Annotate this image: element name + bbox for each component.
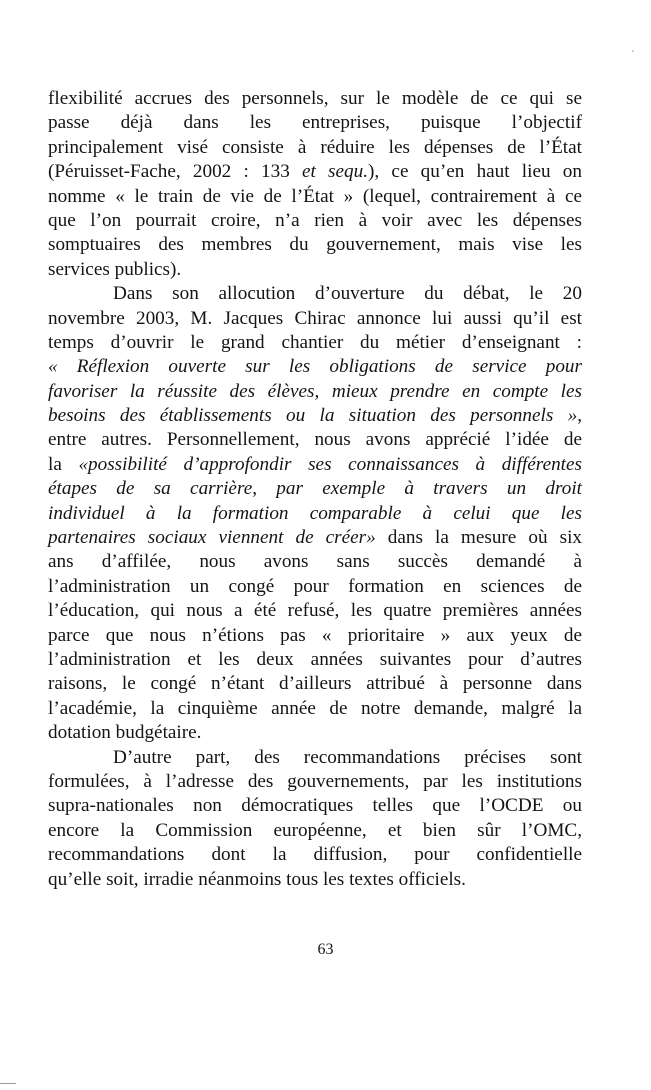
quote-line: partenaires sociaux viennent de créer» dans la mesure où six — [48, 527, 582, 549]
quote-line: « Réflexion ouverte sur les obligations de service pour — [48, 356, 582, 378]
text-line: recommandations dont la diffusion, pour confidentielle — [48, 844, 582, 866]
text-line: l’académie, la cinquième année de notre demande, malgré la — [48, 697, 582, 719]
text-line: parce que nous n’étions pas « prioritaire » aux yeux de — [48, 624, 582, 646]
text-line: supra-nationales non démocratiques telles que l’OCDE ou — [48, 795, 582, 817]
text-line: ans d’affilée, nous avons sans succès demandé à — [48, 551, 582, 573]
text-line: que l’on pourrait croire, n’a rien à voir avec les dépenses — [48, 209, 582, 231]
quote-line: individuel à la formation comparable à celui que les — [48, 502, 582, 524]
text-line: somptuaires des membres du gouvernement, mais vise les — [48, 234, 582, 256]
text-line: principalement visé consiste à réduire les dépenses de l’État — [48, 136, 582, 158]
text-line: temps d’ouvrir le grand chantier du métier d’enseignant : — [48, 331, 582, 353]
quote-line: la «possibilité d’approfondir ses connaissances à différentes — [48, 453, 582, 475]
text-line: passe déjà dans les entreprises, puisque l’objectif — [48, 112, 582, 134]
text-line: dotation budgétaire. — [48, 722, 202, 744]
page-number: 63 — [317, 941, 334, 958]
text-line: D’autre part, des recommandations précises sont — [113, 746, 582, 768]
text-line: services publics). — [48, 258, 182, 280]
latin-abbreviation: et sequ. — [302, 161, 369, 183]
text-line: formulées, à l’adresse des gouvernements, par les institutions — [48, 770, 582, 792]
text-line: l’administration et les deux années suivantes pour d’autres — [48, 648, 582, 670]
text-line: Dans son allocution d’ouverture du débat, le 20 — [113, 283, 582, 305]
text-line: flexibilité accrues des personnels, sur le modèle de ce qui se — [48, 88, 582, 109]
text-line: encore la Commission européenne, et bien sûr l’OMC, — [48, 819, 582, 841]
text-line: (Péruisset-Fache, 2002 : 133 et sequ.), ce qu’en haut lieu on — [48, 161, 582, 183]
scan-speck — [632, 50, 634, 52]
scan-edge-mark — [0, 1083, 16, 1084]
text-line: qu’elle soit, irradie néanmoins tous les textes officiels. — [48, 868, 466, 890]
text-line: novembre 2003, M. Jacques Chirac annonce lui aussi qu’il est — [48, 307, 582, 329]
text-line: nomme « le train de vie de l’État » (lequel, contrairement à ce — [48, 185, 582, 207]
quote-line: favoriser la réussite des élèves, mieux prendre en compte les — [48, 380, 582, 402]
text-line: entre autres. Personnellement, nous avons apprécié l’idée de — [48, 429, 582, 451]
quote-line: besoins des établissements ou la situation des personnels », — [48, 405, 582, 427]
quote-line: étapes de sa carrière, par exemple à travers un droit — [48, 478, 582, 500]
text-line: l’éducation, qui nous a été refusé, les quatre premières années — [48, 600, 582, 622]
body-text — [48, 87, 582, 892]
text-line: raisons, le congé n’étant d’ailleurs attribué à personne dans — [48, 673, 582, 695]
text-line: l’administration un congé pour formation en sciences de — [48, 575, 582, 597]
